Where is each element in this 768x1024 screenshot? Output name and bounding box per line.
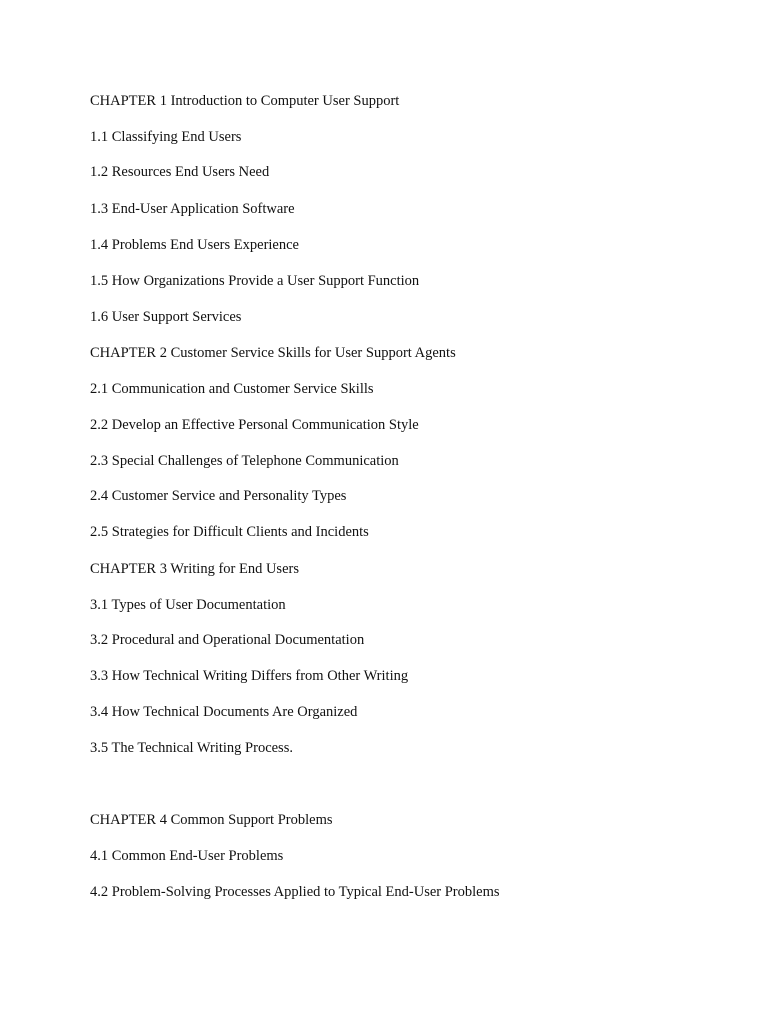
section-1-6: 1.6 User Support Services [90,309,242,325]
section-1-5: 1.5 How Organizations Provide a User Support Function [90,273,420,289]
section-2-3: 2.3 Special Challenges of Telephone Communication [90,453,399,469]
section-2-5: 2.5 Strategies for Difficult Clients and Incidents [90,524,369,540]
section-3-4: 3.4 How Technical Documents Are Organized [90,704,358,720]
section-4-1: 4.1 Common End-User Problems [90,848,284,864]
section-1-2: 1.2 Resources End Users Need [90,164,270,180]
chapter-2-heading: CHAPTER 2 Customer Service Skills for User Support Agents [90,345,456,361]
section-1-3: 1.3 End-User Application Software [90,201,295,217]
section-1-1: 1.1 Classifying End Users [90,129,242,145]
section-1-4: 1.4 Problems End Users Experience [90,237,299,253]
section-2-4: 2.4 Customer Service and Personality Types [90,488,347,504]
chapter-1-heading: CHAPTER 1 Introduction to Computer User Support [90,93,400,109]
chapter-4-heading: CHAPTER 4 Common Support Problems [90,812,333,828]
chapter-3-heading: CHAPTER 3 Writing for End Users [90,561,299,577]
section-3-1: 3.1 Types of User Documentation [90,597,286,613]
section-3-2: 3.2 Procedural and Operational Documentation [90,632,365,648]
section-3-5: 3.5 The Technical Writing Process. [90,740,293,756]
section-3-3: 3.3 How Technical Writing Differs from Other Writing [90,668,409,684]
section-2-1: 2.1 Communication and Customer Service Skills [90,381,374,397]
section-4-2: 4.2 Problem-Solving Processes Applied to Typical End-User Problems [90,884,500,900]
section-2-2: 2.2 Develop an Effective Personal Communication Style [90,417,419,433]
